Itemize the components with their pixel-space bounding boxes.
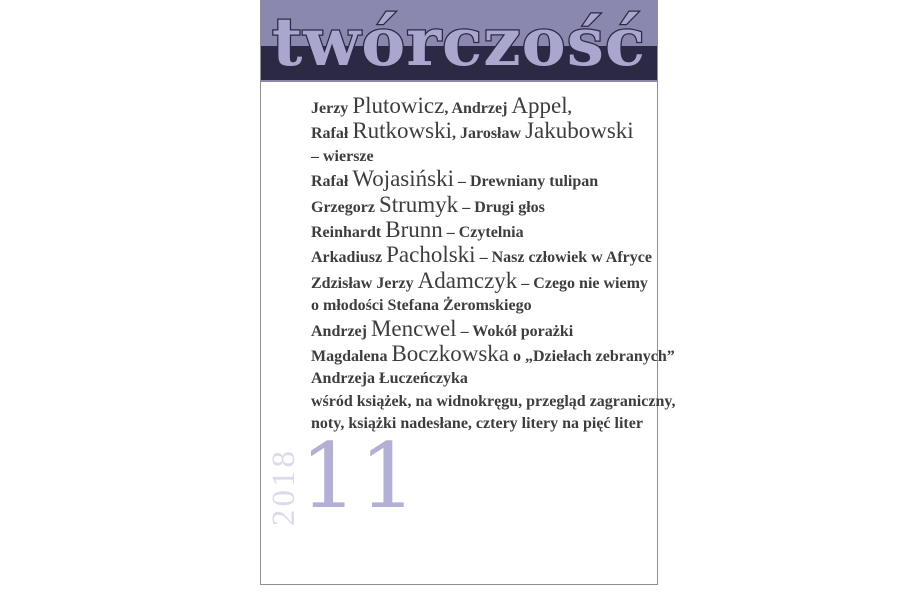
work-title: – Czytelnia <box>442 224 524 242</box>
contents-line <box>311 120 641 145</box>
author-surname: Plutowicz <box>352 93 445 118</box>
work-title: – Nasz człowiek w Afryce <box>475 249 652 267</box>
contents-line <box>311 242 652 269</box>
author-first-name: Jarosław <box>460 125 526 143</box>
work-title: – Czego nie wiemy <box>517 274 648 292</box>
author-first-name: Zdzisław Jerzy <box>311 274 418 292</box>
contents-line <box>311 368 641 390</box>
author-first-name: Andrzej <box>451 100 512 117</box>
author-first-name: Arkadiusz <box>311 249 387 267</box>
author-surname: Rutkowski <box>352 118 453 144</box>
work-title: noty, książki nadesłane, cztery litery na pięć liter <box>311 415 643 433</box>
contents-line <box>311 315 641 343</box>
author-surname: Boczkowska <box>391 341 509 367</box>
author-first-name: Rafał <box>311 173 353 191</box>
author-surname: Jakubowski <box>525 118 634 144</box>
author-first-name: Reinhardt <box>311 224 386 242</box>
work-title: Andrzeja Łuczeńczyka <box>311 370 468 388</box>
author-first-name: , <box>452 125 461 143</box>
author-surname: Adamczyk <box>417 267 518 293</box>
author-surname: Appel <box>511 93 568 118</box>
contents-line <box>311 95 641 120</box>
work-title: – Drewniany tulipan <box>453 173 599 191</box>
author-surname: Mencwel <box>370 315 457 341</box>
author-surname: Strumyk <box>378 191 459 217</box>
author-surname: Wojasiński <box>352 166 454 192</box>
author-surname: Brunn <box>385 217 443 243</box>
author-first-name: , <box>567 100 572 117</box>
author-first-name: Jerzy <box>311 100 353 117</box>
issue-number-label: 11 <box>300 424 419 529</box>
contents-line <box>311 267 648 295</box>
contents-line <box>311 168 641 193</box>
author-first-name: Magdalena <box>311 348 392 366</box>
issue-year-label: 2018 <box>266 448 302 526</box>
work-title: o młodości Stefana Żeromskiego <box>311 297 532 315</box>
magazine-cover <box>260 0 676 585</box>
author-first-name: Rafał <box>311 125 353 143</box>
contents-line <box>311 391 676 413</box>
work-title: o „Dziełach zebranych” <box>508 348 675 366</box>
contents-line <box>311 295 641 317</box>
work-title: – wiersze <box>311 147 374 165</box>
masthead <box>261 0 657 82</box>
author-first-name: , <box>444 100 452 117</box>
contents-list <box>261 82 676 436</box>
magazine-title: twórczość <box>271 3 647 81</box>
work-title: – Wokół porażki <box>456 322 574 340</box>
contents-line <box>311 219 641 244</box>
contents-line <box>311 146 641 168</box>
contents-line <box>311 341 675 368</box>
author-first-name: Andrzej <box>311 322 371 340</box>
author-first-name: Grzegorz <box>311 198 379 216</box>
work-title: – Drugi głos <box>458 198 545 216</box>
author-surname: Pacholski <box>386 242 476 268</box>
contents-line <box>311 191 641 219</box>
work-title: wśród książek, na widnokręgu, przegląd zagraniczny, <box>311 392 676 410</box>
